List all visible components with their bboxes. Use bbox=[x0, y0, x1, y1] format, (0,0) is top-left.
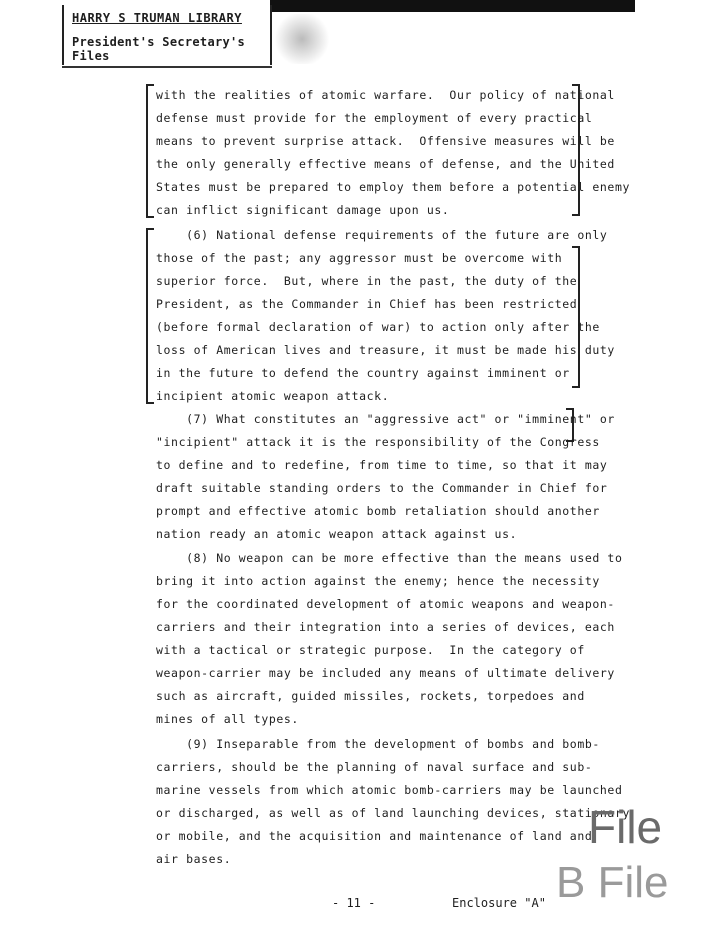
margin-bracket-right-1 bbox=[572, 84, 580, 216]
text-line: in the future to defend the country against imminent or bbox=[156, 366, 570, 380]
text-line: those of the past; any aggressor must be overcome with bbox=[156, 251, 563, 265]
text-line: (before formal declaration of war) to action only after the bbox=[156, 320, 600, 334]
margin-bracket-1 bbox=[146, 84, 154, 218]
text-line: draft suitable standing orders to the Commander in Chief for bbox=[156, 481, 608, 495]
text-line: to define and to redefine, from time to time, so that it may bbox=[156, 458, 608, 472]
text-line: (6) National defense requirements of the future are only bbox=[156, 228, 608, 242]
text-line: the only generally effective means of defense, and the United bbox=[156, 157, 615, 171]
scan-smudge bbox=[272, 14, 332, 64]
enclosure-label: Enclosure "A" bbox=[452, 896, 546, 910]
stamp-library: HARRY S TRUMAN LIBRARY bbox=[72, 11, 242, 25]
text-line: carriers, should be the planning of naval surface and sub- bbox=[156, 760, 593, 774]
stamp-collection: President's Secretary's Files bbox=[72, 35, 246, 63]
file-watermark: File bbox=[588, 801, 663, 853]
text-line: (7) What constitutes an "aggressive act" or "imminent" or bbox=[156, 412, 615, 426]
text-line: "incipient" attack it is the responsibility of the Congress bbox=[156, 435, 600, 449]
text-line: such as aircraft, guided missiles, rockets, torpedoes and bbox=[156, 689, 585, 703]
text-line: nation ready an atomic weapon attack against us. bbox=[156, 527, 518, 541]
text-line: or discharged, as well as of land launching devices, stationary bbox=[156, 806, 630, 820]
text-line: carriers and their integration into a series of devices, each bbox=[156, 620, 615, 634]
text-line: or mobile, and the acquisition and maintenance of land and bbox=[156, 829, 593, 843]
text-line: for the coordinated development of atomic weapons and weapon- bbox=[156, 597, 615, 611]
text-line: (9) Inseparable from the development of bombs and bomb- bbox=[156, 737, 600, 751]
text-line: (8) No weapon can be more effective than the means used to bbox=[156, 551, 623, 565]
margin-bracket-right-2 bbox=[572, 246, 580, 388]
text-line: superior force. But, where in the past, the duty of the bbox=[156, 274, 578, 288]
text-line: can inflict significant damage upon us. bbox=[156, 203, 450, 217]
text-line: with the realities of atomic warfare. Our policy of national bbox=[156, 88, 615, 102]
archive-stamp bbox=[62, 5, 272, 65]
text-line: weapon-carrier may be included any means of ultimate delivery bbox=[156, 666, 615, 680]
text-line: bring it into action against the enemy; hence the necessity bbox=[156, 574, 600, 588]
text-line: marine vessels from which atomic bomb-carriers may be launched bbox=[156, 783, 623, 797]
stamp-rule bbox=[62, 66, 272, 68]
text-line: air bases. bbox=[156, 852, 232, 866]
margin-bracket-2 bbox=[146, 228, 154, 404]
page-number: - 11 - bbox=[332, 896, 376, 910]
b-file-watermark: B File bbox=[556, 858, 669, 907]
text-line: prompt and effective atomic bomb retaliation should another bbox=[156, 504, 600, 518]
text-line: incipient atomic weapon attack. bbox=[156, 389, 390, 403]
text-line: President, as the Commander in Chief has been restricted bbox=[156, 297, 578, 311]
scan-top-bar bbox=[270, 0, 635, 12]
text-line: means to prevent surprise attack. Offensive measures will be bbox=[156, 134, 615, 148]
text-line: with a tactical or strategic purpose. In the category of bbox=[156, 643, 585, 657]
text-line: loss of American lives and treasure, it must be made his duty bbox=[156, 343, 615, 357]
text-line: defense must provide for the employment of every practical bbox=[156, 111, 593, 125]
text-line: mines of all types. bbox=[156, 712, 299, 726]
text-line: States must be prepared to employ them before a potential enemy bbox=[156, 180, 630, 194]
